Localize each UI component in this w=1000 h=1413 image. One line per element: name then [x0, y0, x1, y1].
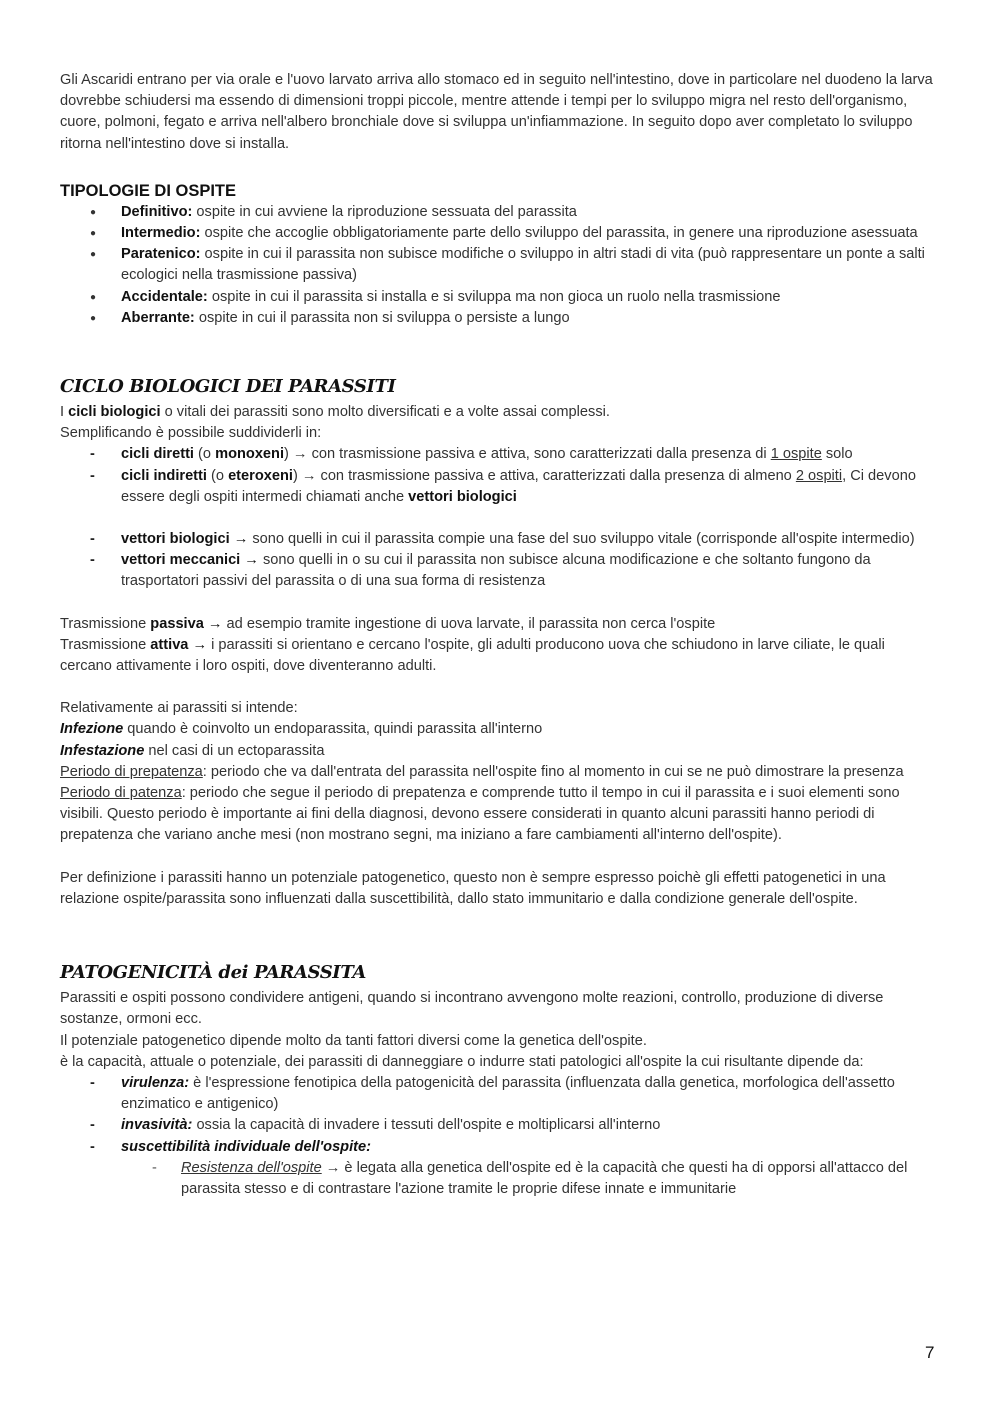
patogenicita-p3: è la capacità, attuale o potenziale, dei parassiti di danneggiare o indurre stati patologici all'ospite la cui risultante dipende da:	[60, 1053, 864, 1070]
definizione-paragraph: Per definizione i parassiti hanno un potenziale patogenetico, questo non è sempre espresso poichè gli effetti patogenetici in una relazione ospite/parassita sono influenzati dalla suscettibilità, dallo stato immunitario e dalla condizione generale dell'ospite.	[60, 869, 886, 907]
list-item: - suscettibilità individuale dell'ospite:	[60, 1137, 940, 1158]
intro-paragraph: Gli Ascaridi entrano per via orale e l'uovo larvato arriva allo stomaco ed in seguito nell'intestino, dove in particolare nel duodeno la larva dovrebbe schiudersi ma essendo di dimensioni troppi piccole, mentre attende i tempi per lo sviluppo migra nel resto dell'organismo, cuore, polmoni, fegato e arriva nell'albero bronchiale dove si sviluppa un'infiammazione. In seguito dopo aver completato lo sviluppo ritorna nell'intestino dove si installa.	[60, 72, 933, 152]
trasmissione-passiva: Trasmissione passiva → ad esempio tramite ingestione di uova larvate, il parassita non cerca l'ospite	[60, 615, 716, 632]
relativamente-text: Relativamente ai parassiti si intende:	[60, 700, 298, 717]
prepatenza-text: Periodo di prepatenza: periodo che va dall'entrata del parassita nell'ospite fino al momento in cui se ne può dimostrare la presenza	[60, 763, 904, 780]
patogenicita-p2: Il potenziale patogenetico dipende molto da tanti fattori diversi come la genetica dell'ospite.	[60, 1032, 647, 1049]
document-page	[60, 70, 940, 1200]
list-item: ● Definitivo: ospite in cui avviene la riproduzione sessuata del parassita	[60, 202, 940, 223]
trasmissione-attiva: Trasmissione attiva → i parassiti si orientano e cercano l'ospite, gli adulti producono uova che schiudono in larve ciliate, le quali cercano attivamente i loro ospiti, dove diventeranno adulti.	[60, 636, 885, 675]
page-number: 7	[925, 1343, 935, 1362]
ciclo-intro: I cicli biologici o vitali dei parassiti sono molto diversificati e a volte assai complessi.	[60, 404, 610, 421]
list-item: - vettori biologici → sono quelli in cui il parassita compie una fase del suo sviluppo vitale (corrisponde all'ospite intermedio)	[60, 529, 940, 550]
patenza-text: Periodo di patenza: periodo che segue il periodo di prepatenza e comprende tutto il tempo in cui il parassita e i suoi elementi sono visibili. Questo periodo è importante ai fini della diagnosi, devono essere considerati in quanto alcuni parassiti hanno periodi di prepatenza che variano anche mesi (non mostrano segni, ma iniziano a fare cambiamenti all'interno dell'ospite).	[60, 785, 900, 844]
tipologie-heading: TIPOLOGIE DI OSPITE	[60, 181, 237, 200]
fattori-list	[60, 1073, 940, 1158]
list-item: - invasività: ossia la capacità di invadere i tessuti dell'ospite e moltiplicarsi all'interno	[60, 1115, 940, 1136]
cicli-list	[60, 444, 940, 508]
list-item: - vettori meccanici → sono quelli in o su cui il parassita non subisce alcuna modificazione e che soltanto fungono da trasportatori passivi del parassita o di una sua forma di resistenza	[60, 550, 940, 592]
list-item: ● Aberrante: ospite in cui il parassita non si sviluppa o persiste a lungo	[60, 308, 940, 329]
ciclo-heading: CICLO BIOLOGICI DEI PARASSITI	[60, 376, 396, 398]
suscettibilita-sublist	[60, 1158, 940, 1200]
list-item: - cicli indiretti (o eteroxeni) → con trasmissione passiva e attiva, caratterizzati dalla presenza di almeno 2 ospiti, Ci devono essere degli ospiti intermedi chiamati anche vettori biologici	[60, 466, 940, 508]
tipologie-list	[60, 202, 940, 329]
patogenicita-heading: PATOGENICITÀ dei PARASSITA	[60, 962, 366, 984]
infestazione-text: Infestazione nel casi di un ectoparassita	[60, 742, 325, 759]
list-item: - cicli diretti (o monoxeni) → con trasmissione passiva e attiva, sono caratterizzati dalla presenza di 1 ospite solo	[60, 444, 940, 465]
list-item: - virulenza: è l'espressione fenotipica della patogenicità del parassita (influenzata dalla genetica, morfologica dell'assetto enzimatico e antigenico)	[60, 1073, 940, 1115]
patogenicita-p1: Parassiti e ospiti possono condividere antigeni, quando si incontrano avvengono molte reazioni, controllo, produzione di diverse sostanze, ormoni ecc.	[60, 990, 884, 1028]
infezione-text: Infezione quando è coinvolto un endoparassita, quindi parassita all'interno	[60, 721, 543, 738]
list-item: ● Paratenico: ospite in cui il parassita non subisce modifiche o sviluppo in altri stadi di vita (può rappresentare un ponte a salti ecologici nella trasmissione passiva)	[60, 244, 940, 286]
ciclo-semplificando: Semplificando è possibile suddividerli in:	[60, 425, 322, 442]
list-item: ● Accidentale: ospite in cui il parassita si installa e si sviluppa ma non gioca un ruolo nella trasmissione	[60, 287, 940, 308]
list-item: - Resistenza dell'ospite → è legata alla genetica dell'ospite ed è la capacità che questi ha di opporsi all'attacco del parassita stesso e di contrastare l'azione tramite le proprie difese innate e immunitarie	[60, 1158, 940, 1200]
vettori-list	[60, 529, 940, 593]
list-item: ● Intermedio: ospite che accoglie obbligatoriamente parte dello sviluppo del parassita, in genere una riproduzione asessuata	[60, 223, 940, 244]
